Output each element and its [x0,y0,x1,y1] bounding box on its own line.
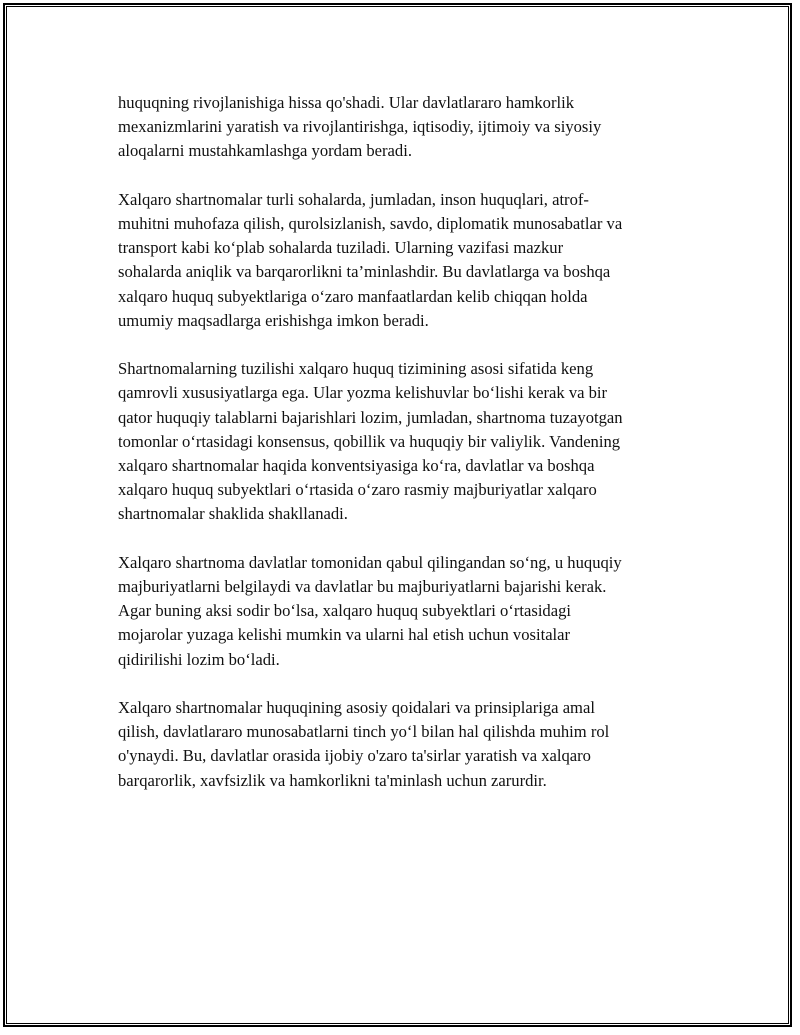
text-line: qamrovli xususiyatlarga ega. Ular yozma kelishuvlar bo‘lishi kerak va bir [118,383,608,403]
paragraph-1 [118,91,688,164]
text-line: umumiy maqsadlarga erishishga imkon beradi. [118,310,429,330]
text-line: Xalqaro shartnomalar turli sohalarda, jumladan, inson huquqlari, atrof- [118,189,589,209]
text-line: transport kabi ko‘plab sohalarda tuziladi. Ularning vazifasi mazkur [118,238,564,258]
text-line: shartnomalar shaklida shakllanadi. [118,504,348,524]
text-line: Xalqaro shartnoma davlatlar tomonidan qabul qilingandan so‘ng, u huquqiy [118,552,622,572]
text-line: majburiyatlarni belgilaydi va davlatlar bu majburiyatlarni bajarishi kerak. [118,577,607,597]
text-line: sohalarda aniqlik va barqarorlikni ta’minlashdir. Bu davlatlarga va boshqa [118,262,611,282]
text-line: huquqning rivojlanishiga hissa qo'shadi. Ular davlatlararo hamkorlik [118,93,574,112]
paragraph-5 [118,696,688,793]
text-line: mexanizmlarini yaratish va rivojlantirishga, iqtisodiy, ijtimoiy va siyosiy [118,117,602,137]
text-line: qilish, davlatlararo munosabatlarni tinch yo‘l bilan hal qilishda muhim rol [118,722,610,742]
paragraph-4 [118,551,688,672]
document-body [118,91,688,817]
text-line: xalqaro huquq subyektlariga o‘zaro manfaatlardan kelib chiqqan holda [118,286,588,306]
text-line: aloqalarni mustahkamlashga yordam beradi. [118,141,412,161]
text-line: Xalqaro shartnomalar huquqining asosiy qoidalari va prinsiplariga amal [118,698,595,718]
text-line: Agar buning aksi sodir bo‘lsa, xalqaro huquq subyektlari o‘rtasidagi [118,601,572,621]
text-line: Shartnomalarning tuzilishi xalqaro huquq tizimining asosi sifatida keng [118,359,594,379]
text-line: xalqaro huquq subyektlari o‘rtasida o‘zaro rasmiy majburiyatlar xalqaro [118,480,597,500]
text-line: qidirilishi lozim bo‘ladi. [118,649,280,669]
text-line: muhitni muhofaza qilish, qurolsizlanish, savdo, diplomatik munosabatlar va [118,214,623,233]
text-line: xalqaro shartnomalar haqida konventsiyasiga ko‘ra, davlatlar va boshqa [118,456,595,476]
text-line: qator huquqiy talablarni bajarishlari lozim, jumladan, shartnoma tuzayotgan [118,407,623,427]
text-line: mojarolar yuzaga kelishi mumkin va ularni hal etish uchun vositalar [118,625,571,645]
text-line: barqarorlik, xavfsizlik va hamkorlikni ta'minlash uchun zarurdir. [118,770,547,790]
text-line: o'ynaydi. Bu, davlatlar orasida ijobiy o'zaro ta'sirlar yaratish va xalqaro [118,746,591,766]
text-line: tomonlar o‘rtasidagi konsensus, qobillik va huquqiy bir valiylik. Vandening [118,431,621,451]
paragraph-3 [118,357,688,526]
paragraph-2 [118,188,688,333]
